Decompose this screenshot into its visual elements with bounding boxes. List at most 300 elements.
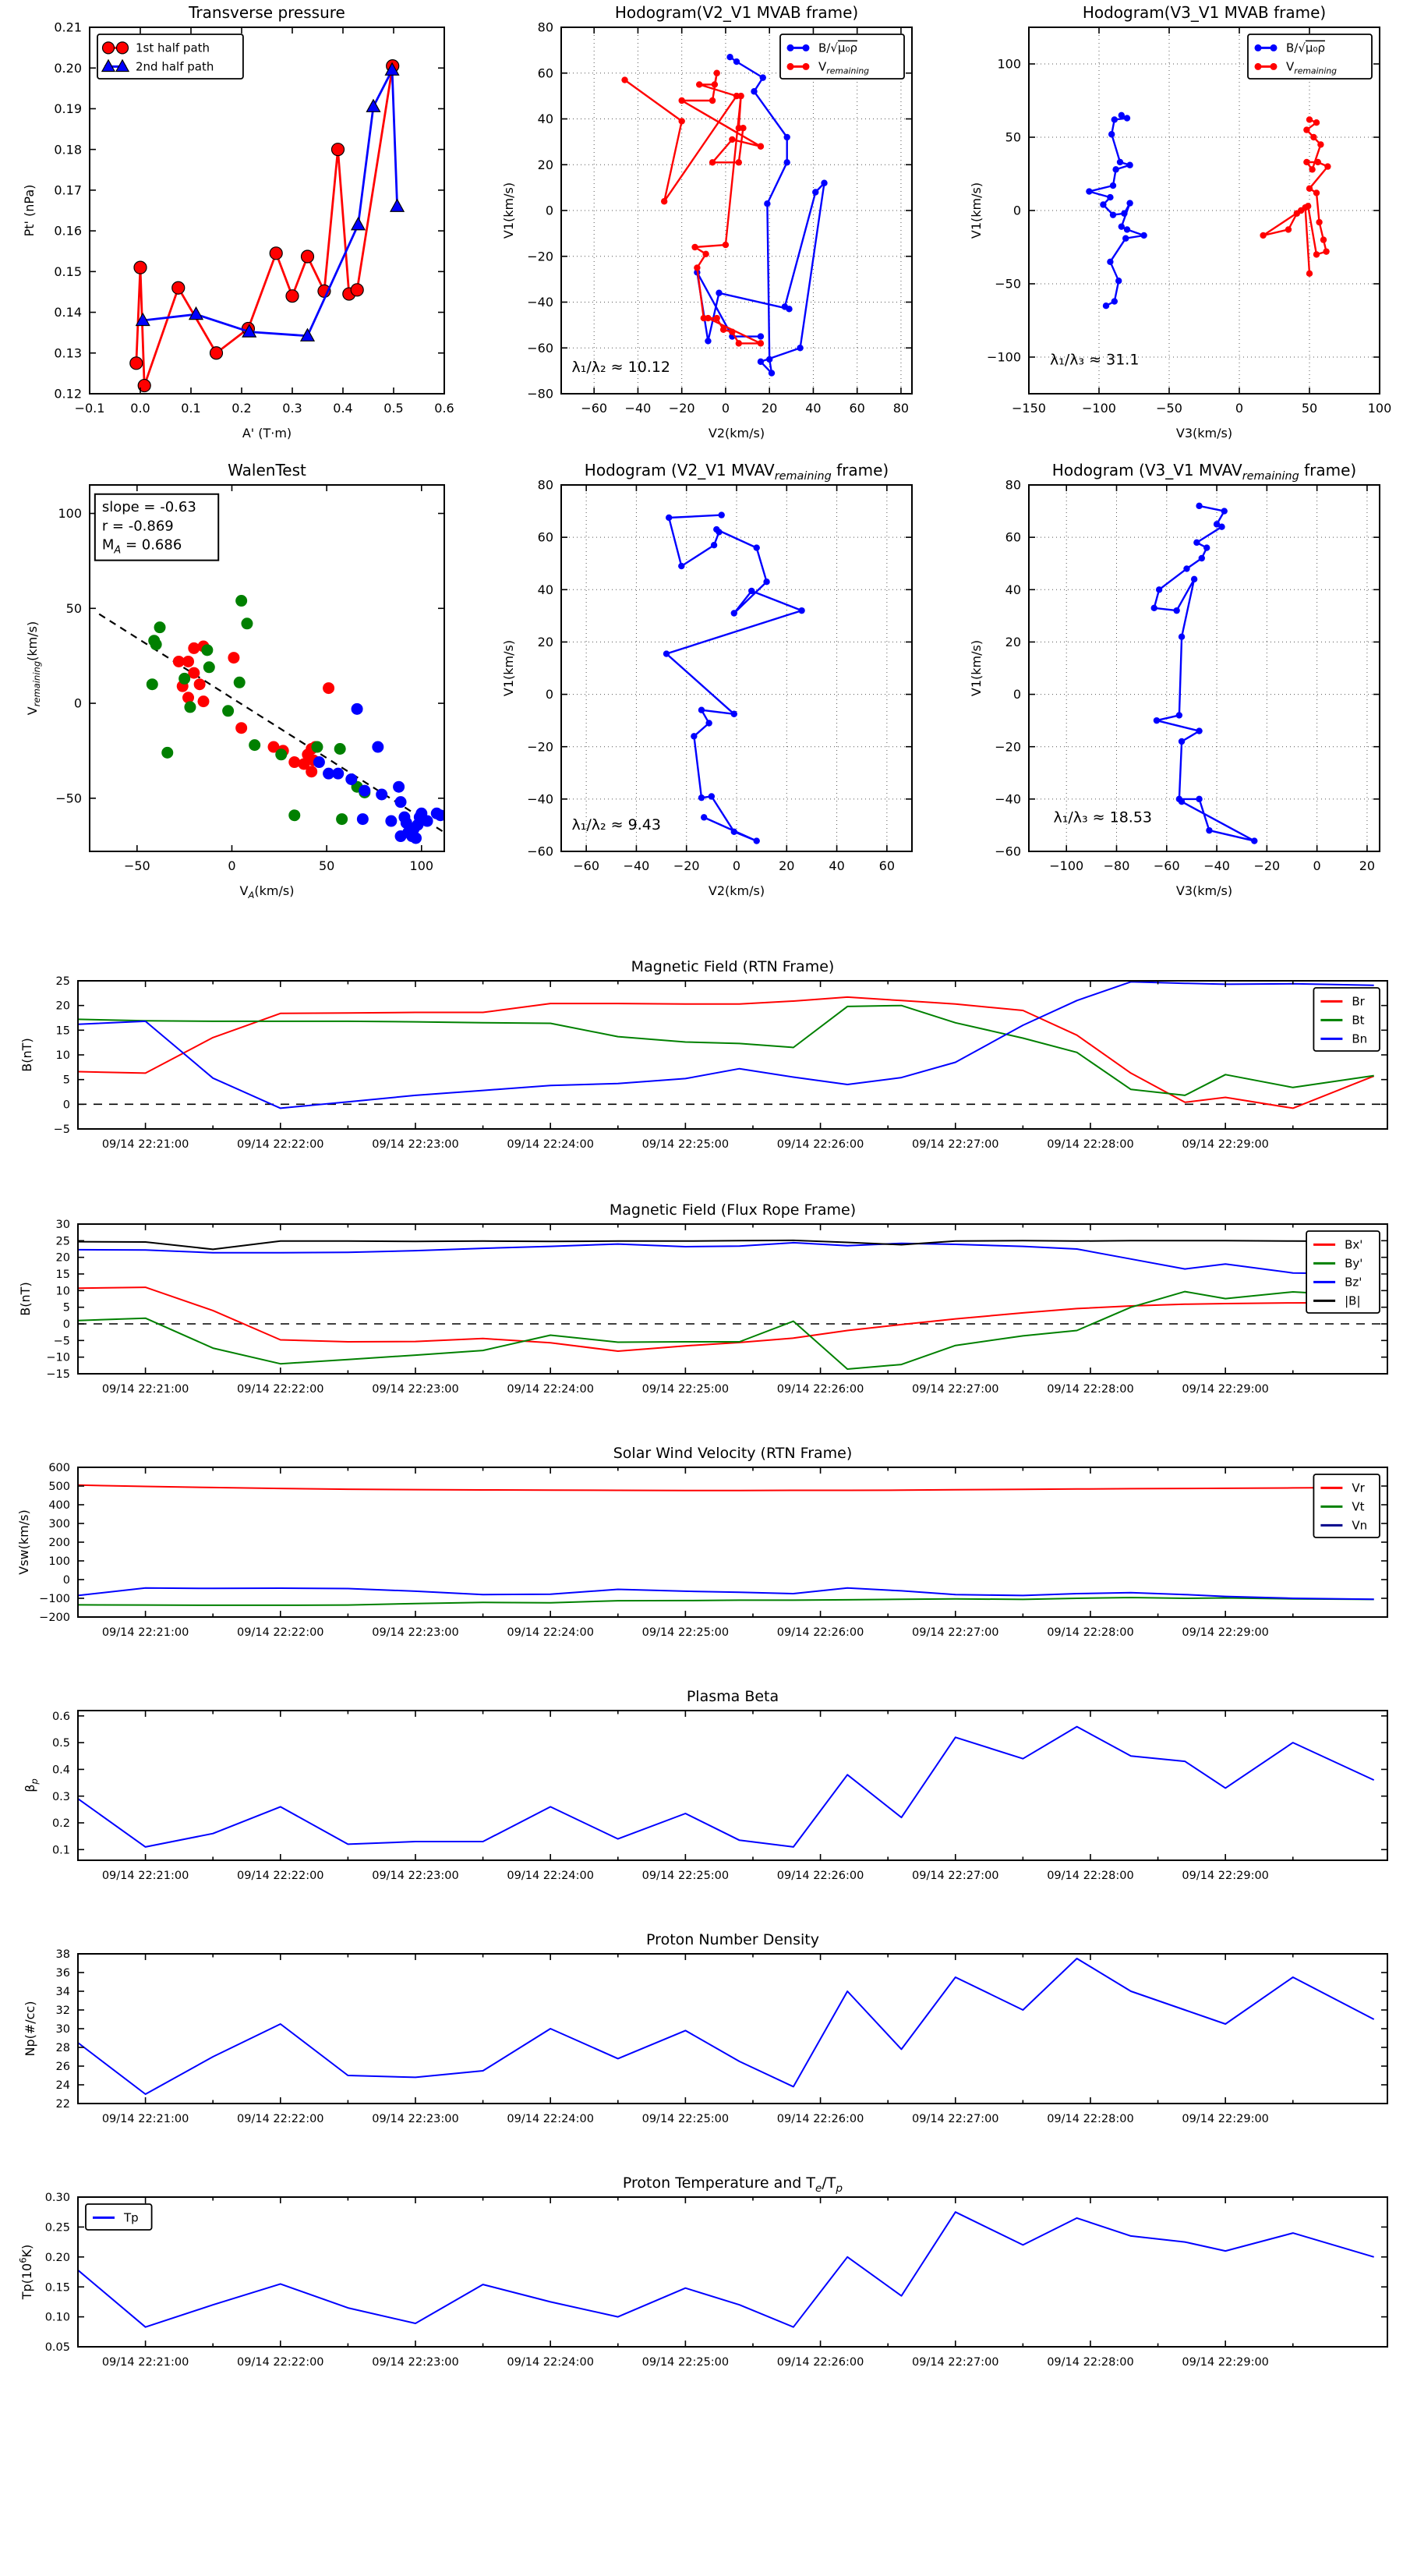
x-tick-label: 09/14 22:25:00 [641, 1138, 730, 1151]
data-point [1119, 112, 1125, 119]
x-tick-label: 09/14 22:28:00 [1047, 1383, 1134, 1396]
data-point [696, 81, 702, 87]
data-point [172, 281, 185, 294]
x-tick-label: 09/14 22:24:00 [507, 2356, 594, 2369]
data-point [758, 359, 764, 365]
y-tick-label: 0.14 [54, 305, 82, 320]
data-point [1140, 232, 1147, 239]
y-tick-label: 0.05 [44, 2341, 70, 2355]
legend [1313, 988, 1380, 1051]
annotation-text: slope = -0.63 [101, 499, 196, 516]
data-point [702, 251, 709, 257]
x-tick-label: 09/14 22:29:00 [1182, 2356, 1269, 2369]
x-tick-label: 09/14 22:24:00 [507, 2113, 594, 2125]
data-point [1306, 116, 1313, 122]
y-tick-label: −80 [527, 386, 553, 402]
data-point [1122, 235, 1129, 242]
legend [1248, 34, 1372, 79]
y-tick-label: 0.20 [54, 60, 82, 76]
data-point [731, 610, 737, 616]
data-point [1183, 565, 1189, 571]
data-point [1191, 576, 1197, 582]
y-tick-label: 0.17 [54, 182, 82, 198]
x-tick-label: 09/14 22:29:00 [1182, 1383, 1269, 1396]
y-tick-label: −20 [527, 739, 553, 755]
data-point [803, 63, 810, 70]
data-point [787, 63, 794, 70]
y-tick-label: 5 [62, 1074, 70, 1087]
data-point [691, 733, 697, 739]
y-tick-label: 0 [62, 1099, 70, 1112]
data-point [1126, 200, 1133, 206]
plot-p7 [19, 958, 1387, 1151]
x-tick-label: 09/14 22:28:00 [1047, 2113, 1134, 2125]
data-point [210, 347, 223, 359]
x-tick-label: 09/14 22:22:00 [237, 2356, 324, 2369]
data-point [719, 511, 725, 518]
x-axis-label: A' (T·m) [242, 426, 292, 441]
data-point [663, 650, 670, 656]
data-point [705, 315, 711, 321]
data-point [1124, 226, 1130, 232]
data-point [117, 42, 129, 54]
legend-label: 2nd half path [136, 59, 214, 74]
y-tick-label: 0 [545, 687, 553, 702]
annotation-text: λ₁/λ₂ ≈ 9.43 [571, 816, 661, 833]
x-tick-label: 09/14 22:26:00 [776, 1870, 864, 1882]
x-tick-label: 09/14 22:28:00 [1047, 1870, 1134, 1882]
data-point [731, 711, 737, 717]
data-point [1255, 63, 1262, 70]
y-tick-label: 26 [55, 2061, 70, 2074]
data-point [661, 198, 667, 204]
x-tick-label: −20 [668, 401, 695, 416]
y-tick-label: 30 [55, 2023, 70, 2036]
axes-background [78, 1954, 1387, 2104]
y-tick-label: 0.16 [54, 223, 82, 239]
x-tick-label: 09/14 22:21:00 [101, 1383, 189, 1396]
y-tick-label: 80 [1005, 477, 1021, 493]
x-tick-label: 0.6 [434, 401, 454, 416]
y-tick-label: 20 [537, 157, 553, 172]
data-point [270, 247, 282, 260]
annotation-text: λ₁/λ₃ ≈ 31.1 [1050, 351, 1140, 369]
y-tick-label: −20 [527, 249, 553, 264]
data-point [1151, 605, 1157, 611]
data-point [1110, 182, 1116, 189]
data-point [1179, 738, 1185, 745]
x-tick-label: 09/14 22:27:00 [912, 2356, 999, 2369]
data-point [1323, 248, 1329, 254]
y-tick-label: 40 [537, 582, 553, 597]
data-point [1115, 278, 1122, 284]
data-point [1121, 211, 1127, 217]
data-point [1303, 159, 1309, 165]
x-axis-label: V3(km/s) [1175, 426, 1233, 441]
x-tick-label: 09/14 22:23:00 [372, 1138, 459, 1151]
y-axis-label: V1(km/s) [501, 639, 516, 697]
y-tick-label: 20 [55, 1000, 70, 1013]
x-tick-label: 100 [1367, 401, 1392, 416]
y-tick-label: 38 [55, 1948, 70, 1962]
plot-title: Plasma Beta [686, 1688, 779, 1705]
plot-p4 [25, 461, 447, 901]
data-point [758, 143, 764, 150]
data-point [751, 88, 757, 94]
data-point [764, 200, 770, 207]
data-point [709, 97, 716, 104]
legend [1306, 1231, 1380, 1313]
data-point [1221, 508, 1228, 514]
data-point [1111, 298, 1118, 304]
data-point [1251, 837, 1257, 844]
x-tick-label: −40 [623, 858, 650, 873]
plot-p1 [22, 3, 454, 441]
data-point [1112, 166, 1119, 172]
x-tick-label: 0.3 [282, 401, 302, 416]
y-tick-label: 0.18 [54, 142, 82, 157]
y-tick-label: 100 [48, 1555, 70, 1569]
y-tick-label: 500 [48, 1481, 70, 1494]
data-point [1111, 116, 1118, 122]
x-tick-label: 09/14 22:23:00 [372, 1870, 459, 1882]
data-point [1313, 251, 1320, 257]
x-tick-label: 09/14 22:22:00 [237, 1383, 324, 1396]
y-tick-label: 100 [997, 56, 1021, 72]
y-tick-label: −60 [527, 844, 553, 859]
x-tick-label: 09/14 22:23:00 [372, 2356, 459, 2369]
data-point [1218, 524, 1225, 530]
x-tick-label: 09/14 22:29:00 [1182, 1626, 1269, 1639]
data-point [1309, 166, 1315, 172]
data-point [1179, 634, 1185, 640]
y-tick-label: 28 [55, 2042, 70, 2055]
data-point [797, 345, 803, 351]
annotation [1054, 809, 1153, 826]
data-point [1103, 303, 1109, 309]
y-tick-label: −60 [527, 340, 553, 356]
data-point [709, 793, 715, 799]
data-point [302, 250, 314, 263]
data-point [1086, 188, 1092, 194]
x-tick-label: 09/14 22:29:00 [1182, 2113, 1269, 2125]
data-point [666, 515, 672, 521]
data-point [1107, 259, 1113, 265]
plot-title: Transverse pressure [189, 3, 345, 22]
x-tick-label: 09/14 22:26:00 [776, 1138, 864, 1151]
x-tick-label: 09/14 22:25:00 [641, 1383, 730, 1396]
data-point [786, 306, 792, 312]
data-point [351, 284, 363, 296]
x-tick-label: 09/14 22:26:00 [776, 1383, 864, 1396]
data-point [737, 93, 744, 99]
data-point [1255, 44, 1262, 51]
x-tick-label: 09/14 22:22:00 [237, 1626, 324, 1639]
y-tick-label: 20 [1005, 635, 1021, 650]
y-tick-label: 5 [62, 1301, 70, 1315]
y-tick-label: 0.21 [54, 19, 82, 35]
data-point [134, 261, 147, 274]
data-point [731, 829, 737, 835]
data-point [726, 54, 733, 60]
axes-background [78, 1711, 1387, 1860]
y-tick-label: 10 [55, 1049, 70, 1063]
y-tick-label: 20 [55, 1251, 70, 1265]
x-axis-label: V2(km/s) [708, 883, 765, 898]
legend-label: B/√μ₀ρ [818, 41, 857, 55]
data-point [1313, 189, 1320, 196]
y-axis-label: B(nT) [19, 1038, 34, 1072]
y-tick-label: 0 [62, 1318, 70, 1332]
y-axis-label: V1(km/s) [969, 182, 984, 239]
plot-p10 [23, 1688, 1387, 1882]
legend-label: Vt [1352, 1499, 1365, 1514]
x-tick-label: 09/14 22:22:00 [237, 1138, 324, 1151]
x-tick-label: 09/14 22:22:00 [237, 1870, 324, 1882]
x-tick-label: 09/14 22:27:00 [912, 2113, 999, 2125]
data-point [1315, 159, 1321, 165]
plot-title: Hodogram(V3_V1 MVAB frame) [1082, 3, 1327, 22]
y-tick-label: −5 [53, 1123, 70, 1137]
x-tick-label: 40 [805, 401, 822, 416]
y-tick-label: 50 [1005, 129, 1021, 145]
data-point [783, 159, 790, 165]
x-tick-label: 0.1 [181, 401, 201, 416]
data-point [758, 333, 764, 339]
x-tick-label: 09/14 22:23:00 [372, 1626, 459, 1639]
x-tick-label: 0 [721, 401, 730, 416]
data-point [760, 74, 766, 80]
data-point [729, 328, 735, 334]
x-tick-label: 09/14 22:23:00 [372, 1383, 459, 1396]
data-point [748, 588, 755, 594]
annotation [572, 816, 661, 833]
legend-label: Bz' [1345, 1275, 1362, 1290]
y-tick-label: 15 [55, 1024, 70, 1038]
y-tick-label: 24 [55, 2079, 70, 2093]
plot-p3 [969, 3, 1391, 441]
annotation [95, 494, 218, 561]
y-tick-label: 0.10 [44, 2311, 70, 2324]
x-tick-label: 09/14 22:29:00 [1182, 1138, 1269, 1151]
y-tick-label: −60 [995, 844, 1021, 859]
legend-label: Bn [1352, 1031, 1368, 1046]
y-axis-label: $Tp(10^6K)$ [17, 2244, 34, 2300]
annotation-text: r = -0.869 [101, 518, 174, 535]
data-point [1285, 226, 1292, 232]
data-point [709, 159, 716, 165]
x-tick-label: −100 [1082, 401, 1116, 416]
data-point [1126, 162, 1133, 168]
data-point [705, 338, 711, 344]
x-tick-label: −60 [581, 401, 608, 416]
data-point [621, 76, 627, 83]
data-point [729, 136, 735, 143]
x-tick-label: 0 [1313, 858, 1321, 873]
data-point [754, 544, 760, 550]
data-point [1193, 540, 1200, 546]
data-point [678, 97, 684, 104]
x-tick-label: 09/14 22:24:00 [507, 1138, 594, 1151]
data-point [130, 357, 143, 370]
y-tick-label: 0.30 [44, 2192, 70, 2205]
x-axis-label: V3(km/s) [1175, 883, 1233, 898]
data-point [1203, 544, 1210, 550]
x-tick-label: 09/14 22:26:00 [776, 1626, 864, 1639]
x-tick-label: −50 [123, 858, 150, 873]
y-tick-label: 25 [55, 1235, 70, 1248]
data-point [1173, 607, 1179, 614]
data-point [1316, 219, 1322, 225]
data-point [812, 189, 818, 195]
data-point [1306, 271, 1313, 277]
y-tick-label: 0 [545, 203, 553, 218]
y-tick-label: 40 [1005, 582, 1021, 597]
x-tick-label: 20 [779, 858, 795, 873]
y-tick-label: 60 [1005, 529, 1021, 545]
annotation-text: $M_A = 0.686$ [101, 536, 182, 557]
data-point [803, 44, 810, 51]
data-point [713, 526, 719, 533]
data-point [769, 370, 775, 376]
plot-p6 [969, 461, 1380, 898]
y-tick-label: 25 [55, 975, 70, 989]
x-tick-label: 09/14 22:29:00 [1182, 1870, 1269, 1882]
y-tick-label: 0.25 [44, 2221, 70, 2235]
y-axis-label: $\beta_p$ [23, 1778, 41, 1792]
y-axis-label: $V_{remaining}(km/s)$ [25, 621, 43, 716]
x-tick-label: 09/14 22:25:00 [641, 2113, 730, 2125]
data-point [736, 159, 742, 165]
plot-p2 [501, 3, 912, 441]
y-tick-label: −40 [995, 791, 1021, 807]
x-tick-label: 09/14 22:25:00 [641, 1870, 730, 1882]
legend-label: Vn [1352, 1518, 1368, 1533]
data-point [1313, 119, 1320, 126]
data-point [713, 70, 719, 76]
data-point [1270, 63, 1278, 70]
legend [86, 2204, 152, 2230]
data-point [1156, 586, 1162, 593]
y-tick-label: 0 [1012, 203, 1021, 218]
x-tick-label: 09/14 22:27:00 [912, 1138, 999, 1151]
annotation [572, 359, 671, 376]
data-point [1196, 727, 1202, 734]
data-point [1196, 503, 1202, 509]
data-point [678, 563, 684, 569]
x-tick-label: 60 [849, 401, 865, 416]
data-point [1108, 131, 1115, 137]
x-tick-label: 09/14 22:22:00 [237, 2113, 324, 2125]
x-tick-label: 80 [892, 401, 910, 416]
legend-label: 1st half path [136, 41, 210, 55]
x-tick-label: 0 [228, 858, 236, 873]
y-tick-label: −40 [527, 295, 553, 310]
x-tick-label: 0.2 [231, 401, 252, 416]
plot-p11 [23, 1931, 1387, 2125]
y-axis-label: Np(#/cc) [23, 2001, 37, 2057]
x-tick-label: 50 [318, 858, 335, 873]
y-tick-label: −10 [46, 1351, 70, 1364]
axes-background [78, 981, 1387, 1129]
x-tick-label: 09/14 22:27:00 [912, 1870, 999, 1882]
data-point [798, 607, 804, 614]
data-point [1154, 717, 1160, 724]
legend-label: $V_{remaining}$ [818, 59, 870, 76]
data-point [783, 134, 790, 140]
x-tick-label: 09/14 22:23:00 [372, 2113, 459, 2125]
y-tick-label: 300 [48, 1518, 70, 1531]
annotation-text: λ₁/λ₂ ≈ 10.12 [571, 359, 671, 376]
y-tick-label: 0.4 [51, 1764, 70, 1777]
legend [97, 34, 243, 79]
annotation-text: λ₁/λ₃ ≈ 18.53 [1053, 809, 1153, 826]
data-point [286, 290, 299, 303]
legend-label: Vr [1352, 1481, 1365, 1495]
data-point [1303, 126, 1309, 133]
data-point [1176, 712, 1182, 718]
data-point [821, 180, 827, 186]
y-tick-label: 36 [55, 1967, 70, 1980]
plot-title: WalenTest [228, 461, 306, 479]
x-tick-label: −150 [1012, 401, 1046, 416]
y-tick-label: −15 [46, 1368, 70, 1382]
data-point [1317, 141, 1323, 147]
data-point [698, 707, 705, 713]
data-point [1110, 211, 1116, 218]
x-tick-label: 40 [829, 858, 845, 873]
data-point [1107, 194, 1113, 200]
plot-p9 [16, 1445, 1387, 1639]
x-tick-label: 09/14 22:28:00 [1047, 1138, 1134, 1151]
y-tick-label: 34 [55, 1986, 70, 1999]
legend-label: By' [1345, 1256, 1363, 1271]
data-point [1196, 796, 1202, 802]
x-tick-label: 0 [732, 858, 741, 873]
data-point [766, 356, 772, 363]
x-tick-label: 09/14 22:24:00 [507, 1383, 594, 1396]
data-point [754, 837, 760, 844]
y-axis-label: B(nT) [18, 1282, 33, 1316]
x-tick-label: −60 [1153, 858, 1180, 873]
data-point [698, 794, 705, 801]
y-tick-label: 15 [55, 1269, 70, 1282]
x-tick-label: 09/14 22:21:00 [101, 1626, 189, 1639]
x-tick-label: 20 [1359, 858, 1376, 873]
y-tick-label: −50 [55, 791, 82, 806]
x-tick-label: 09/14 22:21:00 [101, 1870, 189, 1882]
y-tick-label: 0.15 [54, 264, 82, 279]
y-tick-label: 400 [48, 1499, 70, 1513]
data-point [1324, 163, 1331, 169]
y-tick-label: −200 [39, 1612, 70, 1625]
plot-title: Magnetic Field (RTN Frame) [631, 958, 835, 975]
y-tick-label: 100 [58, 506, 82, 522]
x-tick-label: −60 [573, 858, 600, 873]
x-tick-label: −40 [1203, 858, 1230, 873]
x-tick-label: 09/14 22:24:00 [507, 1870, 594, 1882]
y-tick-label: 0.5 [51, 1737, 70, 1750]
x-tick-label: −0.1 [74, 401, 105, 416]
legend-label: Bt [1352, 1013, 1365, 1028]
plot-p12 [17, 2174, 1387, 2369]
y-tick-label: 50 [65, 600, 82, 616]
y-tick-label: 80 [537, 477, 553, 493]
data-point [691, 244, 698, 250]
data-point [694, 264, 700, 271]
x-tick-label: 09/14 22:26:00 [776, 2113, 864, 2125]
y-tick-label: 60 [537, 529, 553, 545]
